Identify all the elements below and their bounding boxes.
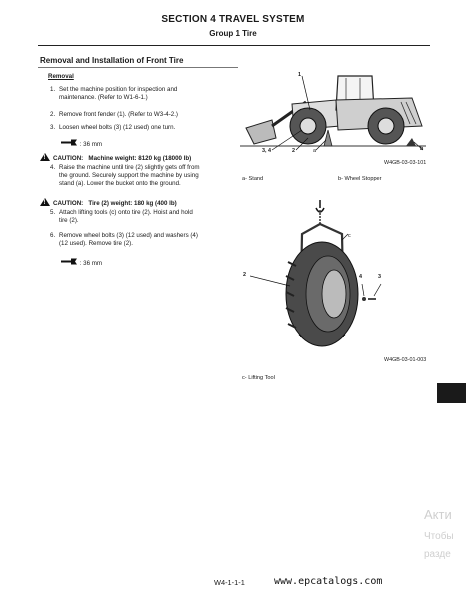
section-heading: SECTION 4 TRAVEL SYSTEM <box>161 14 305 25</box>
step-3: 3. Loosen wheel bolts (3) (12 used) one turn. <box>50 124 176 131</box>
warning-triangle-icon <box>40 153 50 161</box>
callout-4: 4 <box>359 274 362 280</box>
step-2: 2. Remove front fender (1). (Refer to W3-4-2.) <box>50 111 178 118</box>
callout-b: b <box>420 146 424 152</box>
step-1: 1. Set the machine position for inspection and maintenance. (Refer to W1-6-1.) <box>50 86 178 101</box>
page-number: W4-1-1-1 <box>214 578 245 587</box>
source-url: www.epcatalogs.com <box>274 576 383 587</box>
watermark-line-2: Чтобы <box>424 531 454 542</box>
caption-stand: a- Stand <box>242 176 264 182</box>
section-title-rule <box>38 67 238 68</box>
figure-1-id: W4GB-03-03-101 <box>384 160 427 166</box>
step-5: 5. Attach lifting tools (c) onto tire (2). Hoist and hold tire (2). <box>50 209 193 224</box>
step-6: 6. Remove wheel bolts (3) (12 used) and washers (4) (12 used). Remove tire (2). <box>50 232 198 247</box>
header-rule <box>38 45 430 46</box>
figure-2-id: W4GB-03-01-003 <box>384 357 427 363</box>
torque-spec-2: : 36 mm <box>60 258 102 267</box>
caption-wheel-stopper: b- Wheel Stopper <box>338 176 382 182</box>
caution-machine-weight: !CAUTION: Machine weight: 8120 kg (18000 lb) <box>40 153 191 163</box>
wrench-icon <box>60 141 80 148</box>
callout-c: c <box>348 233 351 239</box>
torque-spec-1: : 36 mm <box>60 139 102 148</box>
callout-a: a <box>313 148 316 154</box>
warning-triangle-icon <box>40 198 50 206</box>
callout-2-lift: 2 <box>243 272 246 278</box>
caption-lifting-tool: c- Lifting Tool <box>242 375 275 381</box>
watermark-line-1: Акти <box>424 507 452 522</box>
subsection-title: Removal <box>48 73 74 80</box>
wrench-icon <box>60 260 80 267</box>
callout-1: 1 <box>298 72 301 78</box>
group-heading: Group 1 Tire <box>209 29 257 38</box>
callout-3-4: 3, 4 <box>262 148 271 154</box>
callout-2: 2 <box>292 148 295 154</box>
section-tab <box>437 383 466 403</box>
watermark-line-3: разде <box>424 549 451 560</box>
section-title: Removal and Installation of Front Tire <box>40 56 184 65</box>
callout-3: 3 <box>378 274 381 280</box>
caution-tire-weight: !CAUTION: Tire (2) weight: 180 kg (400 lb) <box>40 198 177 208</box>
step-4: 4. Raise the machine until tire (2) slightly gets off from the ground. Securely support the machine by using stand (a). Lower the bucket onto the ground. <box>50 164 200 187</box>
